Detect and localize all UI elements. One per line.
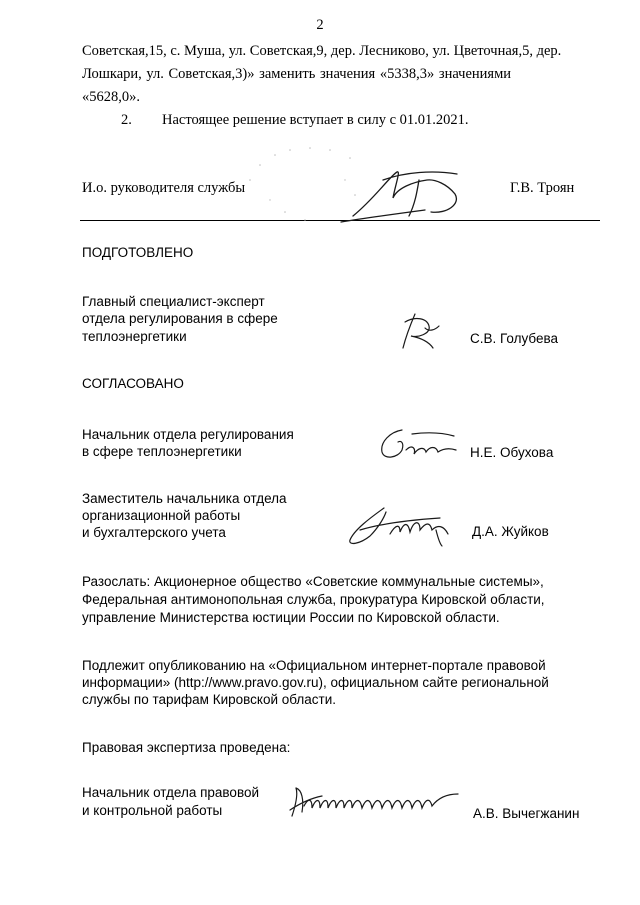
agreed-position: Заместитель начальника отдела	[82, 491, 287, 506]
prepared-name: С.В. Голубева	[470, 331, 559, 346]
point-text: Настоящее решение вступает в силу с 01.01.2021.	[162, 112, 469, 128]
continuation-line: «5628,0».	[82, 89, 140, 105]
agreed-position: и бухгалтерского учета	[82, 525, 226, 540]
legal-name: А.В. Вычегжанин	[473, 806, 580, 821]
agreed-position: в сфере теплоэнергетики	[82, 444, 242, 459]
legal-position: Начальник отдела правовой	[82, 785, 260, 800]
agreed-name: Д.А. Жуйков	[472, 524, 549, 539]
agreed-position: организационной работы	[82, 508, 241, 523]
legal-statement: Правовая экспертиза проведена:	[82, 740, 291, 755]
distribution-line: Разослать: Акционерное общество «Советские коммунальные системы»,	[82, 574, 544, 589]
prepared-signature	[395, 308, 445, 353]
point-number: 2.	[121, 112, 132, 128]
prepared-position: отдела регулирования в сфере	[82, 311, 278, 326]
agreed-position: Начальник отдела регулирования	[82, 427, 294, 442]
head-position: И.о. руководителя службы	[82, 180, 246, 196]
prepared-position: теплоэнергетики	[82, 329, 187, 344]
prepared-position: Главный специалист-эксперт	[82, 294, 265, 309]
head-signature	[335, 158, 485, 228]
agreed-signature	[340, 500, 460, 550]
agreed-signature	[372, 420, 462, 465]
publication-line: информации» (http://www.pravo.gov.ru), официальном сайте региональной	[82, 675, 549, 690]
agreed-name: Н.Е. Обухова	[470, 445, 554, 460]
legal-position: и контрольной работы	[82, 803, 223, 818]
prepared-heading: ПОДГОТОВЛЕНО	[82, 245, 194, 260]
distribution-line: Федеральная антимонопольная служба, прокуратура Кировской области,	[82, 592, 545, 607]
head-name: Г.В. Троян	[510, 180, 575, 196]
agreed-heading: СОГЛАСОВАНО	[82, 376, 184, 391]
page-number: 2	[316, 17, 324, 33]
legal-signature	[282, 780, 467, 825]
distribution-line: управление Министерства юстиции России по Кировской области.	[82, 610, 500, 625]
publication-line: службы по тарифам Кировской области.	[82, 692, 336, 707]
continuation-line: Лошкари, ул. Советская,3)» заменить значения «5338,3» значениями	[82, 66, 512, 82]
publication-line: Подлежит опубликованию на «Официальном интернет-портале правовой	[82, 658, 546, 673]
continuation-line: Советская,15, с. Муша, ул. Советская,9, дер. Лесниково, ул. Цветочная,5, дер.	[82, 43, 562, 59]
